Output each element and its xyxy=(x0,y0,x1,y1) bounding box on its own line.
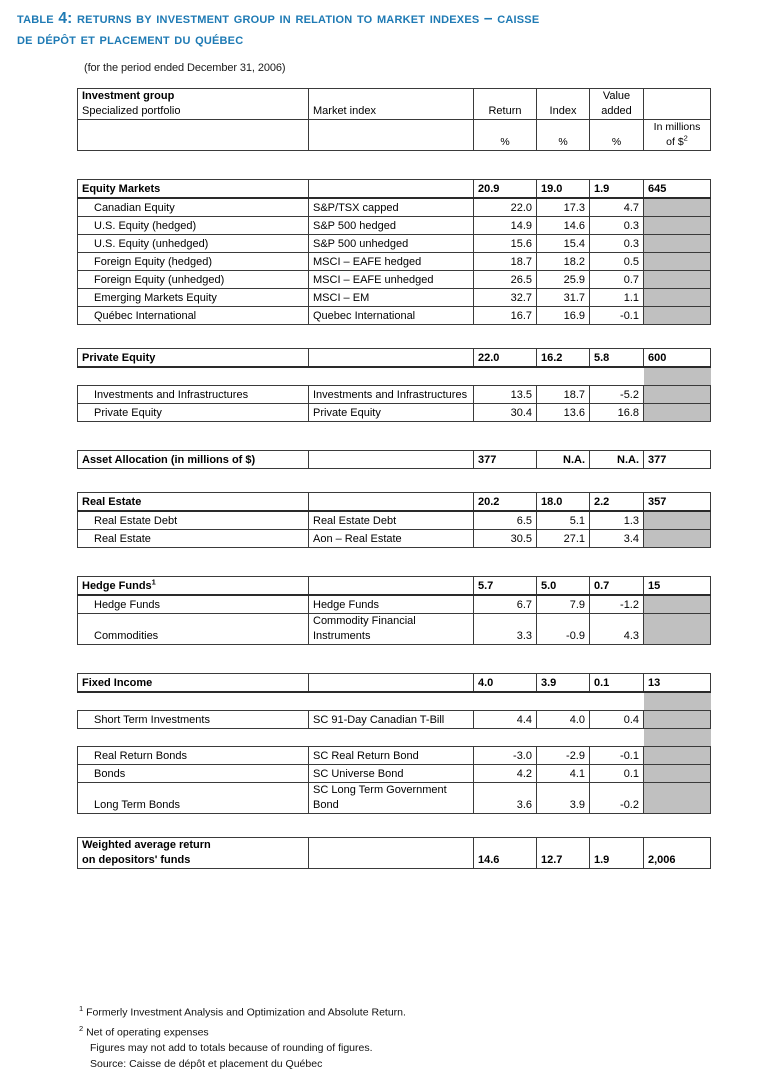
header-unit-blank1 xyxy=(78,120,309,151)
table-row xyxy=(78,711,711,729)
sections-host xyxy=(77,179,710,837)
header-market-index: Market index xyxy=(309,89,474,120)
block-gap xyxy=(77,151,710,179)
total-millions: 2,006 xyxy=(644,838,711,869)
row-index: 15.4 xyxy=(537,235,590,253)
row-value-added: 0.4 xyxy=(590,711,644,729)
section-header-row xyxy=(78,451,711,469)
footnote-ref-2: 2 xyxy=(683,133,688,143)
row-return: 15.6 xyxy=(474,235,537,253)
block-gap xyxy=(77,469,710,492)
row-portfolio: U.S. Equity (hedged) xyxy=(78,217,309,235)
shaded-cell xyxy=(644,386,711,404)
table-row xyxy=(78,253,711,271)
header-index: Index xyxy=(537,89,590,120)
shaded-cell xyxy=(644,530,711,548)
market-index-line1: Commodity Financial xyxy=(313,615,416,627)
section-index: 3.9 xyxy=(537,674,590,693)
shaded-cell xyxy=(644,711,711,729)
block-gap xyxy=(77,814,710,837)
table-row xyxy=(78,747,711,765)
section-index: 5.0 xyxy=(537,577,590,596)
row-return: 32.7 xyxy=(474,289,537,307)
section-block-fixed-income xyxy=(77,673,711,814)
section-header-row xyxy=(78,349,711,368)
row-return: 14.9 xyxy=(474,217,537,235)
table-row xyxy=(78,511,711,530)
total-block xyxy=(77,837,711,869)
shaded-cell xyxy=(644,289,711,307)
row-value-added: -0.1 xyxy=(590,747,644,765)
row-index: 18.7 xyxy=(537,386,590,404)
row-index: 4.1 xyxy=(537,765,590,783)
row-portfolio: Real Estate xyxy=(78,530,309,548)
footnote-2-mark: 2 xyxy=(79,1024,84,1033)
row-market-index: Real Estate Debt xyxy=(309,511,474,530)
shaded-cell xyxy=(644,271,711,289)
footnote-1-mark: 1 xyxy=(79,1004,84,1013)
section-return: 20.9 xyxy=(474,180,537,199)
section-market-index xyxy=(309,180,474,199)
section-millions: 377 xyxy=(644,451,711,469)
shaded-cell xyxy=(644,235,711,253)
table-row xyxy=(78,595,711,614)
section-header-row xyxy=(78,674,711,693)
header-unit-millions-line2: of \$$^2$ xyxy=(666,133,688,148)
section-block-hedge-funds xyxy=(77,576,711,645)
row-value-added: 0.7 xyxy=(590,271,644,289)
total-value-added: 1.9 xyxy=(590,838,644,869)
market-index-line2: Bond xyxy=(313,799,339,811)
header-row-labels xyxy=(78,89,711,120)
shaded-cell xyxy=(644,404,711,422)
page-title xyxy=(0,0,779,50)
section-value-added: 0.7 xyxy=(590,577,644,596)
row-value-added: -5.2 xyxy=(590,386,644,404)
row-portfolio: Québec International xyxy=(78,307,309,325)
shaded-cell xyxy=(644,595,711,614)
shaded-cell xyxy=(644,511,711,530)
shaded-cell xyxy=(644,307,711,325)
section-return: 377 xyxy=(474,451,537,469)
section-market-index xyxy=(309,349,474,368)
row-index: 3.9 xyxy=(537,783,590,814)
row-value-added: 0.5 xyxy=(590,253,644,271)
section-index: 18.0 xyxy=(537,493,590,512)
row-spacer xyxy=(78,367,711,386)
row-market-index: MSCI – EAFE hedged xyxy=(309,253,474,271)
section-return: 5.7 xyxy=(474,577,537,596)
row-value-added: 0.3 xyxy=(590,235,644,253)
row-index: -2.9 xyxy=(537,747,590,765)
row-market-index: SC Real Return Bond xyxy=(309,747,474,765)
row-return: 22.0 xyxy=(474,198,537,217)
row-return: 3.6 xyxy=(474,783,537,814)
row-return: 4.4 xyxy=(474,711,537,729)
row-value-added: -0.2 xyxy=(590,783,644,814)
section-header-row xyxy=(78,577,711,596)
header-unit-value-added: % xyxy=(590,120,644,151)
row-index: 7.9 xyxy=(537,595,590,614)
footnote-2-text: Net of operating expenses xyxy=(86,1026,209,1039)
row-return: 6.5 xyxy=(474,511,537,530)
header-unit-blank2 xyxy=(309,120,474,151)
table-row xyxy=(78,386,711,404)
block-gap xyxy=(77,422,710,450)
section-return: 4.0 xyxy=(474,674,537,693)
row-market-index: Quebec International xyxy=(309,307,474,325)
row-return: 13.5 xyxy=(474,386,537,404)
table-row xyxy=(78,765,711,783)
table-row xyxy=(78,289,711,307)
shaded-cell xyxy=(644,765,711,783)
block-gap xyxy=(77,548,710,576)
footnote-2 xyxy=(79,1021,699,1041)
table-row xyxy=(78,783,711,814)
section-value-added: 1.9 xyxy=(590,180,644,199)
row-value-added: 4.7 xyxy=(590,198,644,217)
section-market-index xyxy=(309,493,474,512)
row-return: 26.5 xyxy=(474,271,537,289)
section-name: Private Equity xyxy=(78,349,309,368)
table-header-block xyxy=(77,88,711,151)
header-return: Return xyxy=(474,89,537,120)
header-value-added-line1: Value xyxy=(602,90,631,102)
row-portfolio: Foreign Equity (hedged) xyxy=(78,253,309,271)
section-value-added: 5.8 xyxy=(590,349,644,368)
row-market-index: Investments and Infrastructures xyxy=(309,386,474,404)
row-market-index: MSCI – EAFE unhedged xyxy=(309,271,474,289)
page-title-line2: de dépôt et placement du québec xyxy=(17,31,244,48)
row-return: 16.7 xyxy=(474,307,537,325)
row-index: 14.6 xyxy=(537,217,590,235)
table-row xyxy=(78,235,711,253)
row-portfolio: Canadian Equity xyxy=(78,198,309,217)
shaded-cell xyxy=(644,614,711,645)
section-market-index xyxy=(309,451,474,469)
row-market-index xyxy=(309,614,474,645)
header-millions-spacer xyxy=(644,89,711,120)
section-value-added: 0.1 xyxy=(590,674,644,693)
section-return: 22.0 xyxy=(474,349,537,368)
row-market-index: S&P 500 hedged xyxy=(309,217,474,235)
row-return: 30.5 xyxy=(474,530,537,548)
row-index: 31.7 xyxy=(537,289,590,307)
section-block-asset-allocation-in-millions-of xyxy=(77,450,711,469)
row-value-added: 1.3 xyxy=(590,511,644,530)
row-portfolio: U.S. Equity (unhedged) xyxy=(78,235,309,253)
row-index: 25.9 xyxy=(537,271,590,289)
total-label-line2: on depositors' funds xyxy=(82,854,191,866)
page-title-line1: table 4: returns by investment group in relation to market indexes – caisse xyxy=(17,10,540,27)
footnote-ref-1: 1 xyxy=(151,577,156,587)
shaded-cell xyxy=(644,692,711,711)
section-name: Equity Markets xyxy=(78,180,309,199)
section-millions: 645 xyxy=(644,180,711,199)
section-name: Hedge Funds$^1$ xyxy=(78,577,309,596)
row-market-index: Private Equity xyxy=(309,404,474,422)
section-market-index xyxy=(309,577,474,596)
shaded-cell xyxy=(644,198,711,217)
row-market-index: Aon – Real Estate xyxy=(309,530,474,548)
header-unit-millions xyxy=(644,120,711,151)
footnote-1 xyxy=(79,1001,699,1021)
shaded-cell xyxy=(644,217,711,235)
header-unit-index: % xyxy=(537,120,590,151)
section-name: Real Estate xyxy=(78,493,309,512)
section-value-added: 2.2 xyxy=(590,493,644,512)
header-specialized-portfolio: Specialized portfolio xyxy=(82,105,181,117)
section-millions: 15 xyxy=(644,577,711,596)
row-spacer xyxy=(78,692,711,711)
row-portfolio: Emerging Markets Equity xyxy=(78,289,309,307)
table-container xyxy=(77,88,710,869)
total-market-index xyxy=(309,838,474,869)
row-return: 6.7 xyxy=(474,595,537,614)
row-index: -0.9 xyxy=(537,614,590,645)
total-index: 12.7 xyxy=(537,838,590,869)
row-market-index: Hedge Funds xyxy=(309,595,474,614)
section-index: 16.2 xyxy=(537,349,590,368)
section-block-equity-markets xyxy=(77,179,711,325)
block-gap xyxy=(77,325,710,348)
row-portfolio: Hedge Funds xyxy=(78,595,309,614)
header-investment-group-line1: Investment group xyxy=(82,90,175,102)
row-portfolio: Real Estate Debt xyxy=(78,511,309,530)
row-value-added: 0.1 xyxy=(590,765,644,783)
footnote-4: Source: Caisse de dépôt et placement du Québec xyxy=(90,1057,323,1070)
row-index: 27.1 xyxy=(537,530,590,548)
shaded-cell xyxy=(644,253,711,271)
block-gap xyxy=(77,645,710,673)
section-index: 19.0 xyxy=(537,180,590,199)
header-unit-return: % xyxy=(474,120,537,151)
row-market-index: SC Universe Bond xyxy=(309,765,474,783)
row-return: 4.2 xyxy=(474,765,537,783)
row-market-index: S&P/TSX capped xyxy=(309,198,474,217)
footnote-1-text: Formerly Investment Analysis and Optimization and Absolute Return. xyxy=(86,1006,406,1019)
row-value-added: 16.8 xyxy=(590,404,644,422)
section-return: 20.2 xyxy=(474,493,537,512)
row-index: 13.6 xyxy=(537,404,590,422)
section-header-row xyxy=(78,493,711,512)
section-market-index xyxy=(309,674,474,693)
row-return: -3.0 xyxy=(474,747,537,765)
section-name: Asset Allocation (in millions of $) xyxy=(78,451,309,469)
row-index: 4.0 xyxy=(537,711,590,729)
row-portfolio: Private Equity xyxy=(78,404,309,422)
shaded-cell xyxy=(644,367,711,386)
footnote-3: Figures may not add to totals because of rounding of figures. xyxy=(90,1042,373,1054)
row-market-index: S&P 500 unhedged xyxy=(309,235,474,253)
section-block-private-equity xyxy=(77,348,711,422)
row-index: 18.2 xyxy=(537,253,590,271)
section-millions: 357 xyxy=(644,493,711,512)
row-return: 30.4 xyxy=(474,404,537,422)
row-portfolio: Bonds xyxy=(78,765,309,783)
section-block-real-estate xyxy=(77,492,711,548)
total-return: 14.6 xyxy=(474,838,537,869)
row-value-added: 0.3 xyxy=(590,217,644,235)
row-value-added: 4.3 xyxy=(590,614,644,645)
total-label xyxy=(78,838,309,869)
footnotes xyxy=(79,1001,699,1072)
row-spacer xyxy=(78,729,711,747)
table-subtitle: (for the period ended December 31, 2006) xyxy=(84,62,286,74)
header-row-units xyxy=(78,120,711,151)
header-investment-group xyxy=(78,89,309,120)
row-portfolio: Real Return Bonds xyxy=(78,747,309,765)
table-row xyxy=(78,307,711,325)
table-row xyxy=(78,271,711,289)
table-row xyxy=(78,217,711,235)
row-value-added: 3.4 xyxy=(590,530,644,548)
total-label-line1: Weighted average return xyxy=(82,839,211,851)
market-index-line2: Instruments xyxy=(313,630,371,642)
row-portfolio: Long Term Bonds xyxy=(78,783,309,814)
row-portfolio: Investments and Infrastructures xyxy=(78,386,309,404)
section-millions: 13 xyxy=(644,674,711,693)
row-market-index: SC 91-Day Canadian T-Bill xyxy=(309,711,474,729)
row-index: 5.1 xyxy=(537,511,590,530)
section-value-added: N.A. xyxy=(590,451,644,469)
row-value-added: -0.1 xyxy=(590,307,644,325)
table-row xyxy=(78,198,711,217)
row-value-added: -1.2 xyxy=(590,595,644,614)
section-index: N.A. xyxy=(537,451,590,469)
table-row xyxy=(78,614,711,645)
header-value-added xyxy=(590,89,644,120)
shaded-cell xyxy=(644,783,711,814)
row-portfolio: Short Term Investments xyxy=(78,711,309,729)
section-header-row xyxy=(78,180,711,199)
market-index-line1: SC Long Term Government xyxy=(313,784,447,796)
section-millions: 600 xyxy=(644,349,711,368)
row-index: 16.9 xyxy=(537,307,590,325)
row-portfolio: Commodities xyxy=(78,614,309,645)
shaded-cell xyxy=(644,747,711,765)
header-value-added-line2: added xyxy=(601,105,632,117)
row-value-added: 1.1 xyxy=(590,289,644,307)
table-row xyxy=(78,404,711,422)
row-market-index xyxy=(309,783,474,814)
row-return: 18.7 xyxy=(474,253,537,271)
shaded-cell xyxy=(644,729,711,747)
row-market-index: MSCI – EM xyxy=(309,289,474,307)
table-row xyxy=(78,530,711,548)
row-index: 17.3 xyxy=(537,198,590,217)
row-return: 3.3 xyxy=(474,614,537,645)
section-name: Fixed Income xyxy=(78,674,309,693)
header-unit-millions-line1: In millions xyxy=(653,121,701,133)
row-portfolio: Foreign Equity (unhedged) xyxy=(78,271,309,289)
table-row-total xyxy=(78,838,711,869)
